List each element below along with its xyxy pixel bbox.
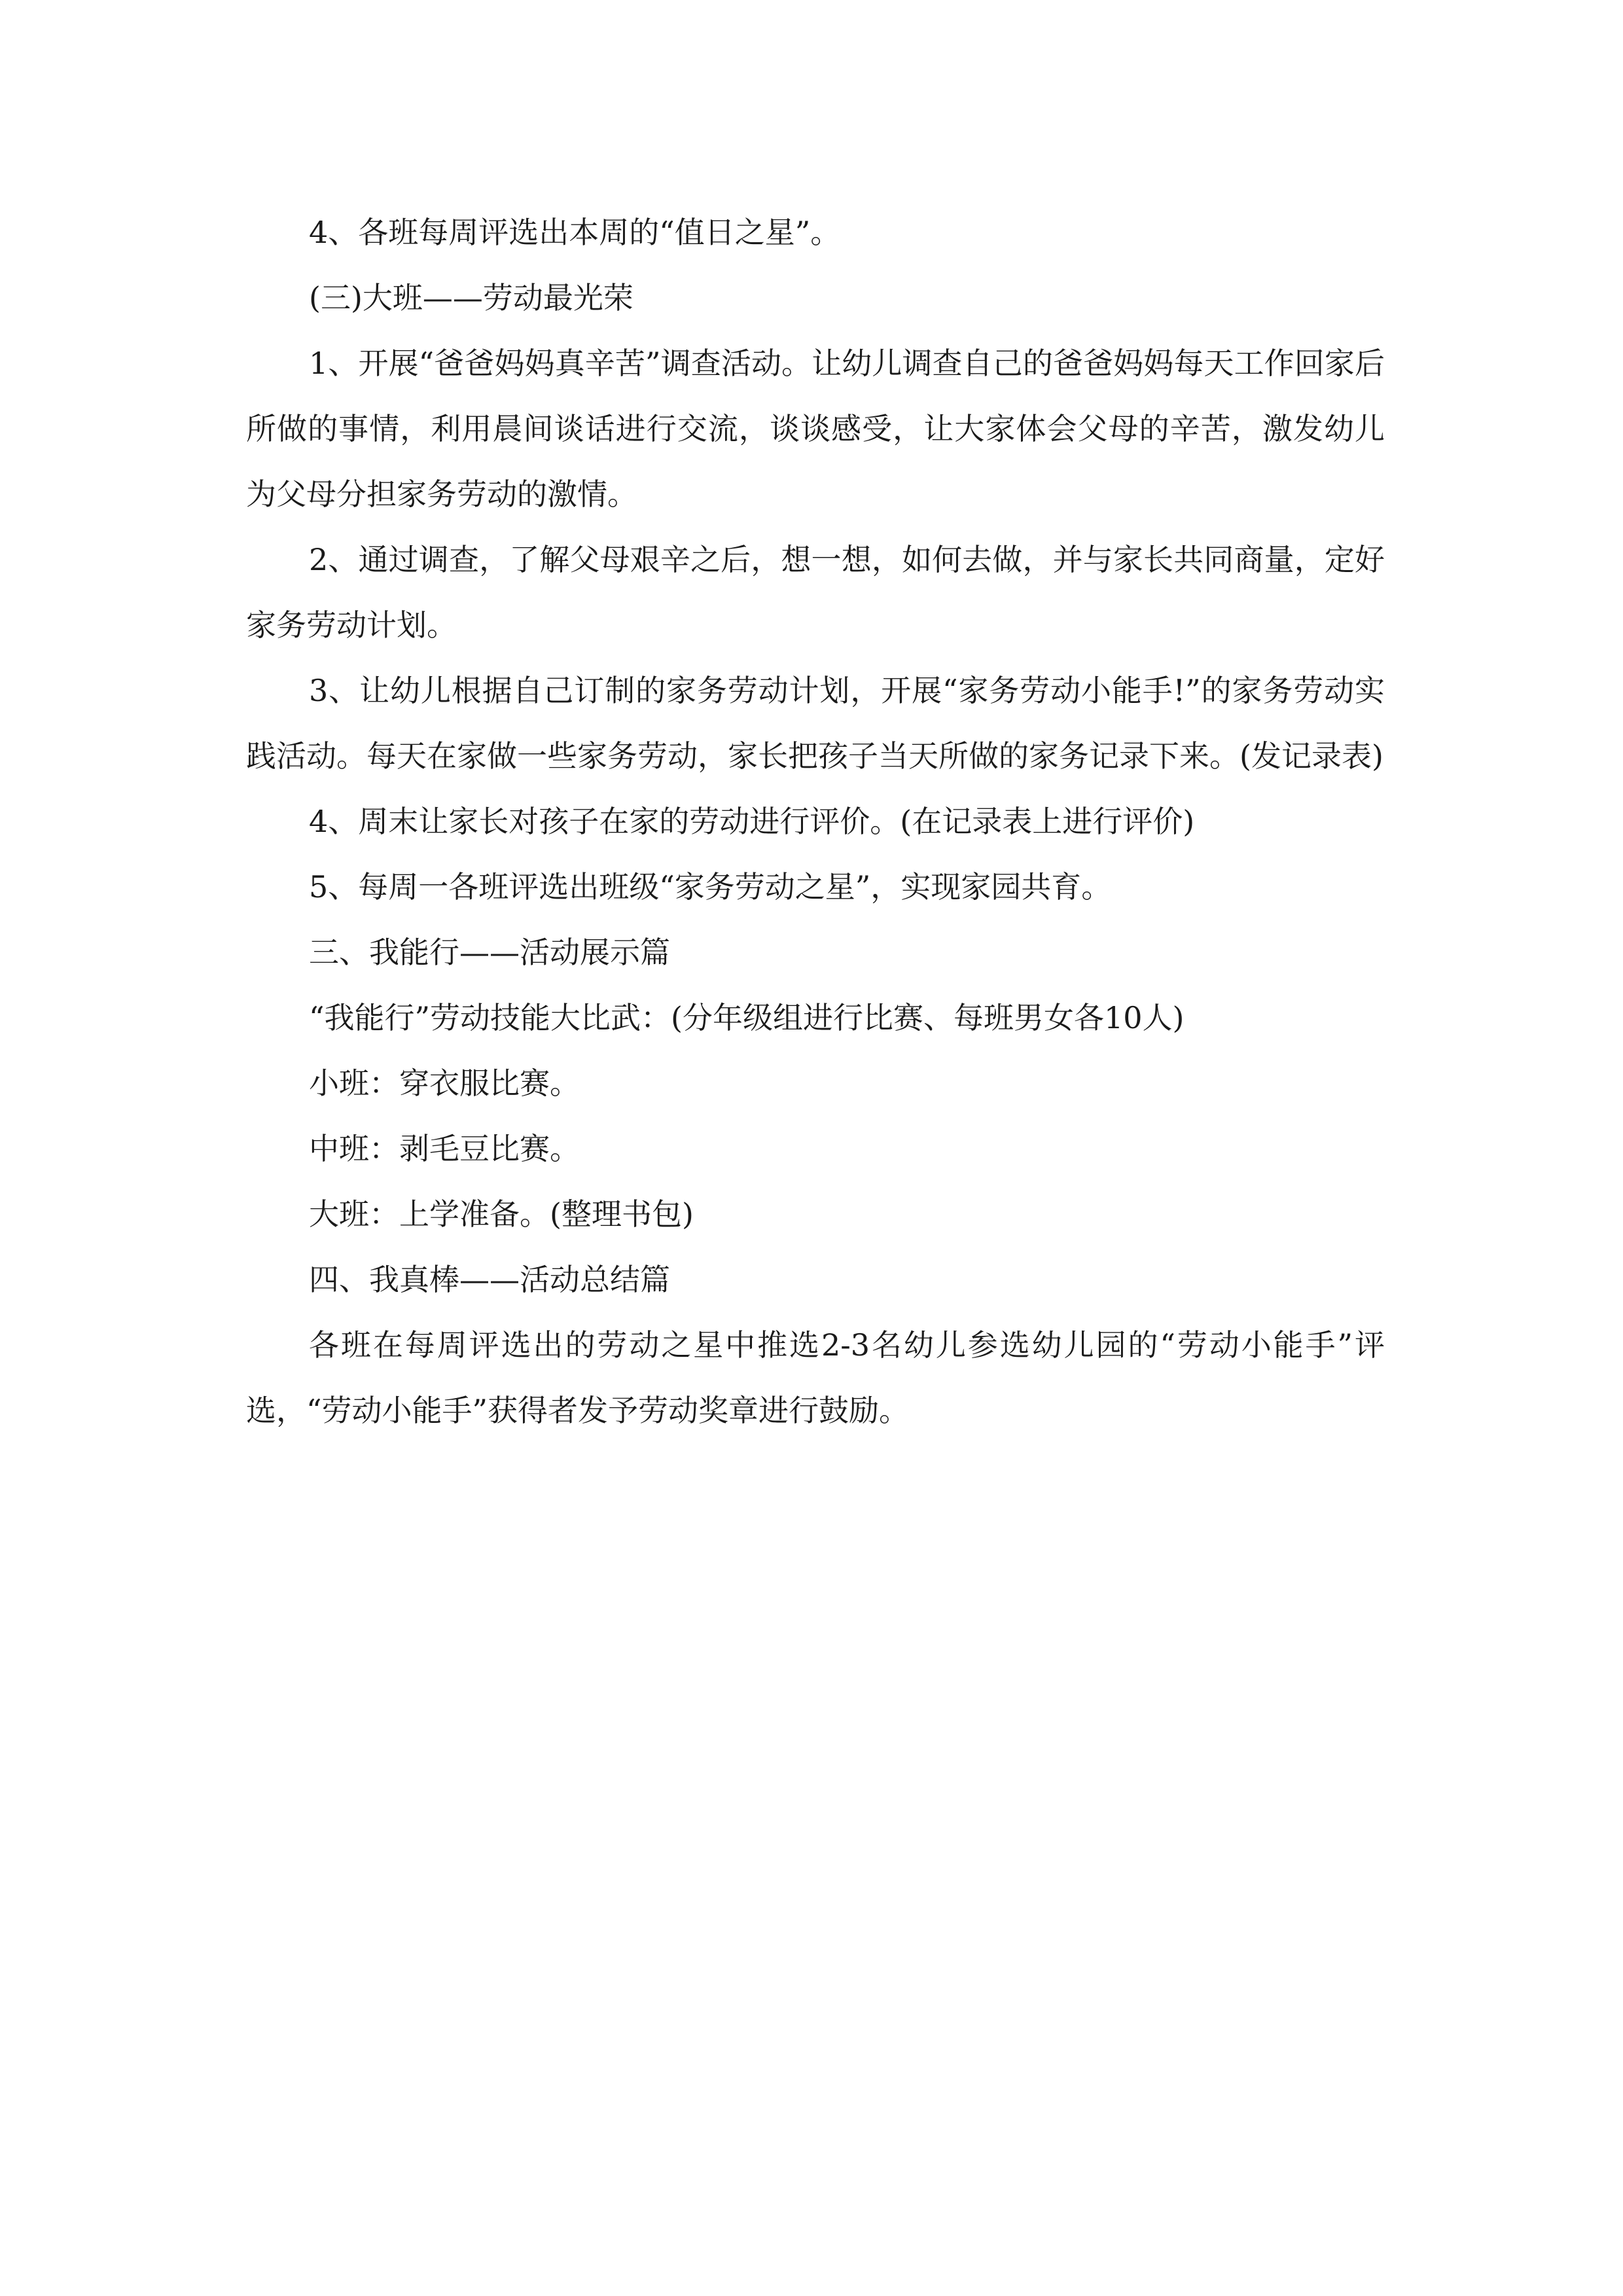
section-heading-summary: 四、我真棒——活动总结篇 — [309, 1262, 670, 1297]
paragraph-practice-activity: 3、让幼儿根据自己订制的家务劳动计划，开展“家务劳动小能手!”的家务劳动实践活动。每天在家做一些家务劳动，家长把孩子当天所做的家务记录下来。(发记录表) — [246, 673, 1385, 774]
paragraph-item-4-duty-star: 4、各班每周评选出本周的“值日之星”。 — [309, 215, 841, 250]
paragraph-weekly-star: 5、每周一各班评选出班级“家务劳动之星”，实现家园共育。 — [309, 869, 1112, 905]
paragraph-summary: 各班在每周评选出的劳动之星中推选2-3名幼儿参选幼儿园的“劳动小能手”评选，“劳动小能手”获得者发予劳动奖章进行鼓励。 — [246, 1327, 1385, 1428]
paragraph-housework-plan: 2、通过调查，了解父母艰辛之后，想一想，如何去做，并与家长共同商量，定好家务劳动计划。 — [246, 542, 1385, 643]
paragraph-senior-class: 大班：上学准备。(整理书包) — [309, 1196, 694, 1232]
paragraph-survey-activity: 1、开展“爸爸妈妈真辛苦”调查活动。让幼儿调查自己的爸爸妈妈每天工作回家后所做的事情，利用晨间谈话进行交流，谈谈感受，让大家体会父母的辛苦，激发幼儿为父母分担家务劳动的激情。 — [246, 346, 1385, 512]
paragraph-skills-contest: “我能行”劳动技能大比武：(分年级组进行比赛、每班男女各10人) — [309, 1000, 1185, 1035]
section-heading-showcase: 三、我能行——活动展示篇 — [309, 935, 670, 970]
paragraph-middle-class: 中班：剥毛豆比赛。 — [309, 1131, 580, 1166]
paragraph-junior-class: 小班：穿衣服比赛。 — [309, 1066, 580, 1101]
document-body — [246, 200, 1385, 1443]
paragraph-weekend-evaluation: 4、周末让家长对孩子在家的劳动进行评价。(在记录表上进行评价) — [309, 804, 1195, 839]
section-heading-senior-class: (三)大班——劳动最光荣 — [309, 280, 633, 315]
